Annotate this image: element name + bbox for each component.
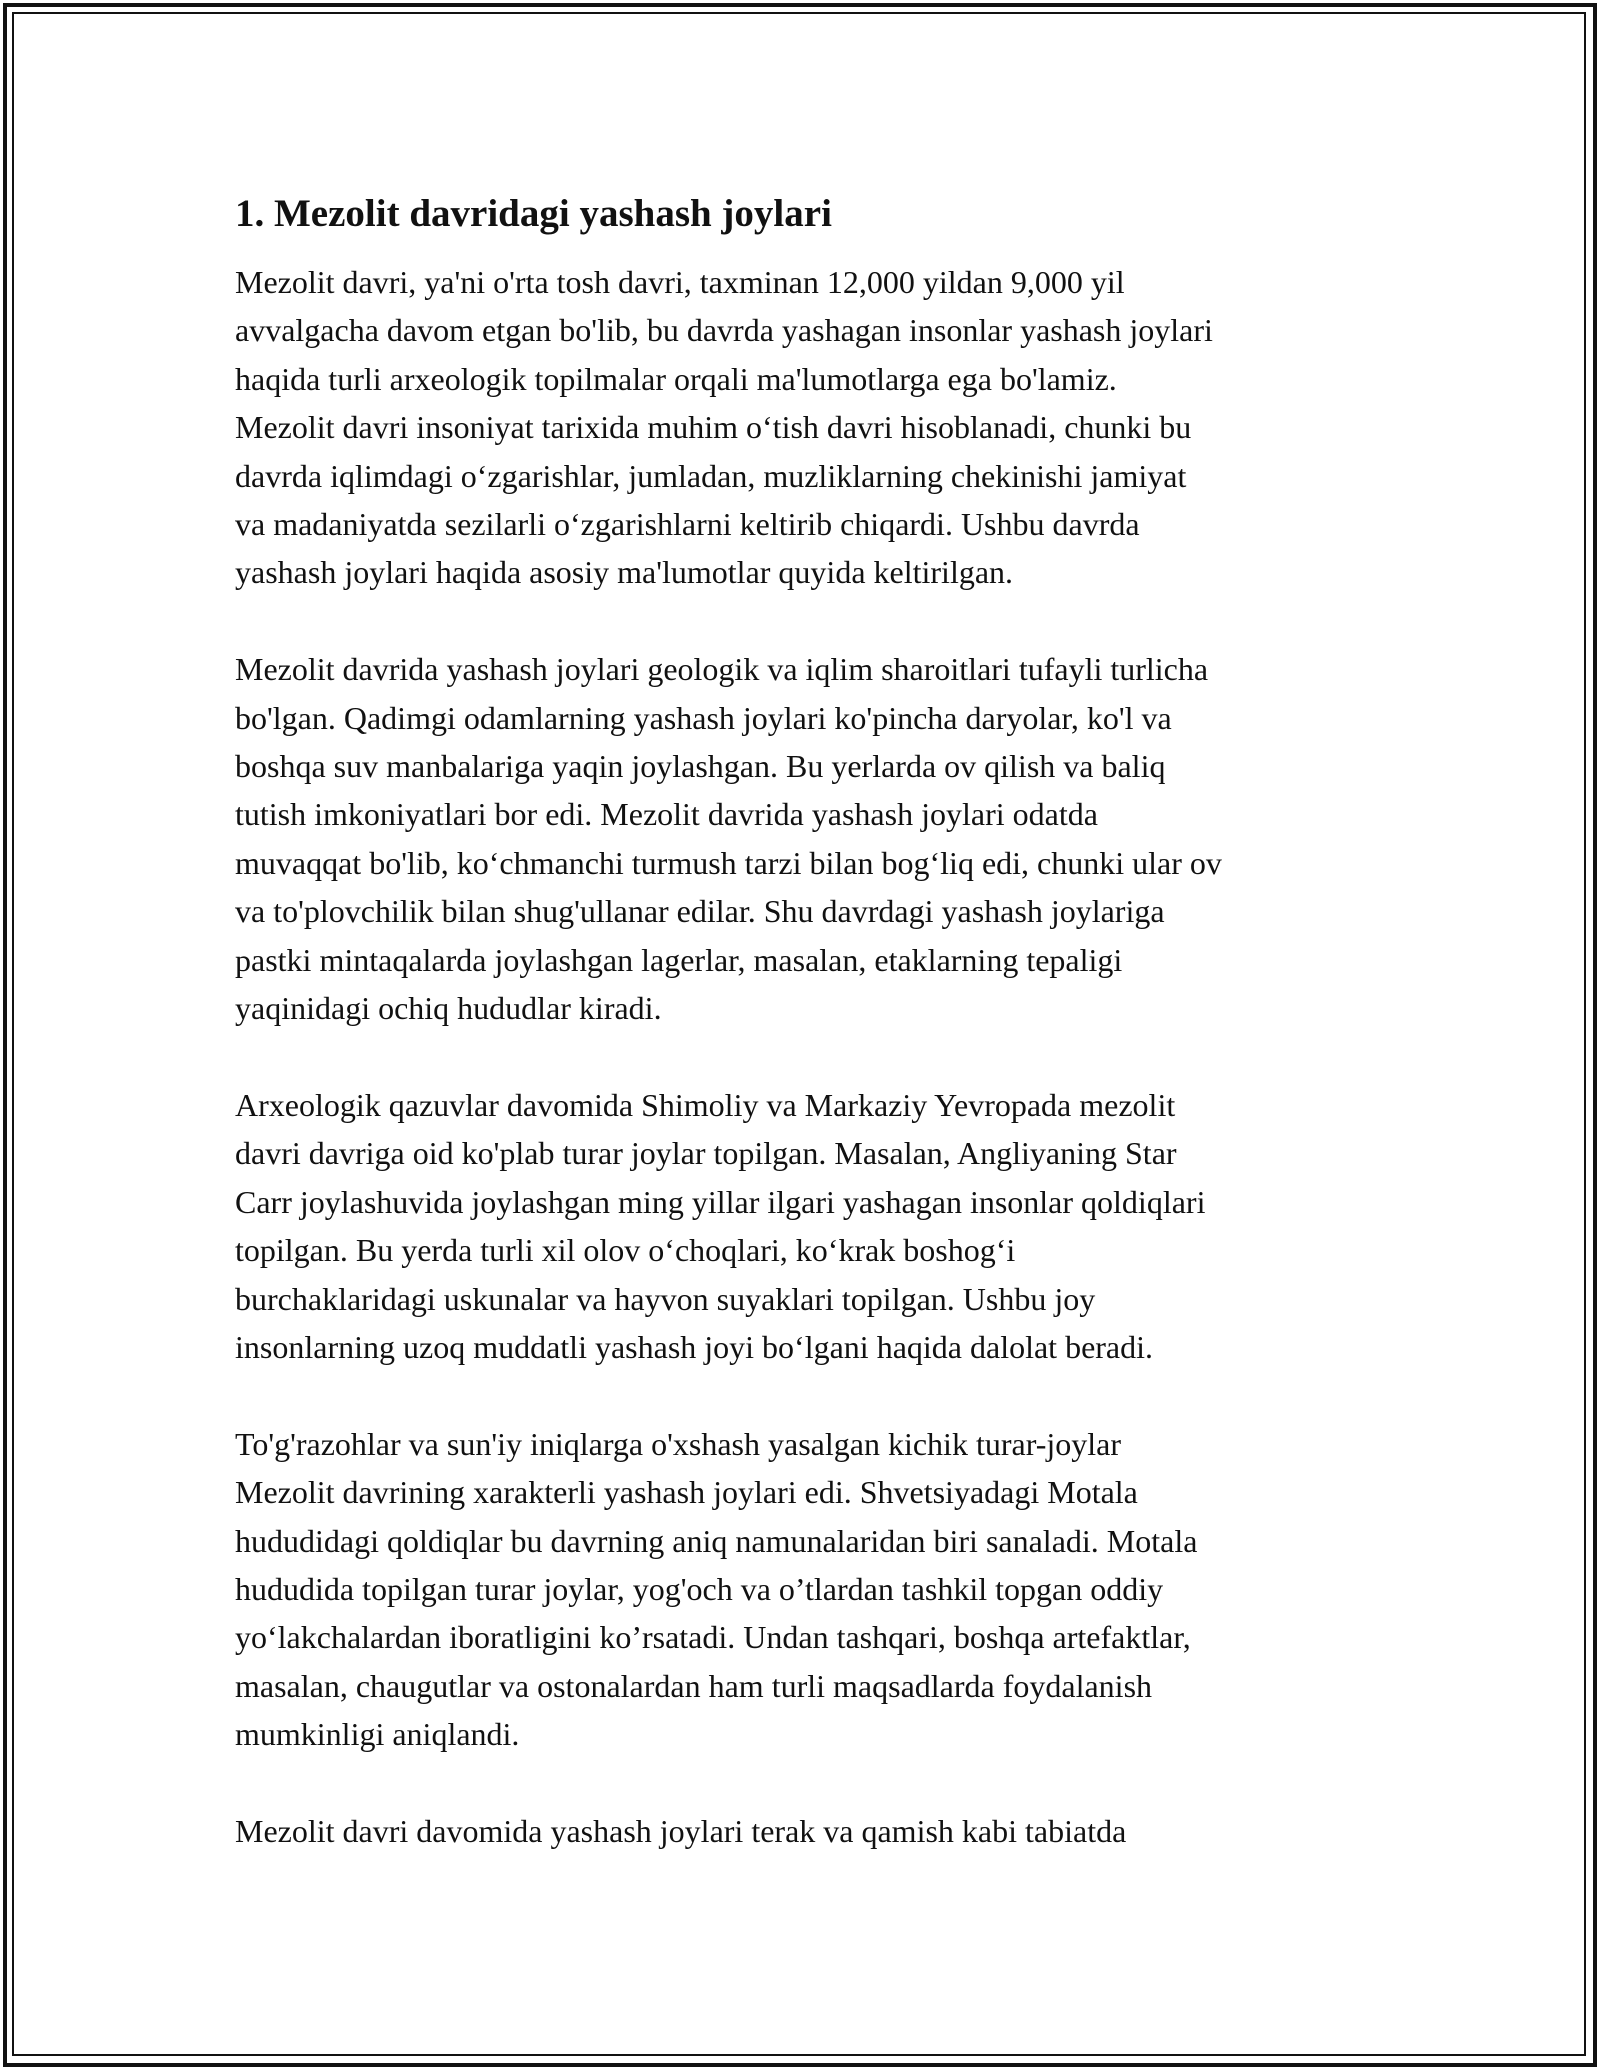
text-line: va madaniyatda sezilarli o‘zgarishlarni keltirib chiqardi. Ushbu davrda: [235, 506, 1140, 543]
paragraph-5: [235, 1807, 1375, 1855]
paragraph-1: [235, 258, 1375, 597]
text-line: hududida topilgan turar joylar, yog'och va o’tlardan tashkil topgan oddiy: [235, 1570, 1164, 1607]
text-line: insonlarning uzoq muddatli yashash joyi bo‘lgani haqida dalolat beradi.: [235, 1328, 1154, 1365]
text-line: yashash joylari haqida asosiy ma'lumotlar quyida keltirilgan.: [235, 554, 1014, 591]
text-line: Mezolit davrida yashash joylari geologik va iqlim sharoitlari tufayli turlicha: [235, 651, 1209, 688]
text-line: pastki mintaqalarda joylashgan lagerlar, masalan, etaklarning tepaligi: [235, 941, 1123, 978]
text-line: yo‘lakchalardan iboratligini ko’rsatadi. Undan tashqari, boshqa artefaktlar,: [235, 1619, 1191, 1656]
paragraph-4: [235, 1420, 1375, 1759]
text-line: To'g'razohlar va sun'iy iniqlarga o'xshash yasalgan kichik turar-joylar: [235, 1425, 1121, 1462]
text-line: davri davriga oid ko'plab turar joylar topilgan. Masalan, Angliyaning Star: [235, 1135, 1177, 1172]
text-line: Mezolit davri, ya'ni o'rta tosh davri, taxminan 12,000 yildan 9,000 yil: [235, 264, 1125, 300]
text-line: davrda iqlimdagi o‘zgarishlar, jumladan, muzliklarning chekinishi jamiyat: [235, 457, 1187, 494]
text-line: Mezolit davrining xarakterli yashash joylari edi. Shvetsiyadagi Motala: [235, 1474, 1138, 1511]
text-line: tutish imkoniyatlari bor edi. Mezolit davrida yashash joylari odatda: [235, 796, 1098, 833]
document-body: [235, 188, 1375, 1904]
paragraph-2: [235, 645, 1375, 1032]
text-line: topilgan. Bu yerda turli xil olov o‘choqlari, ko‘krak boshog‘i: [235, 1232, 1016, 1269]
section-heading: 1. Mezolit davridagi yashash joylari: [235, 192, 832, 235]
text-line: hududidagi qoldiqlar bu davrning aniq namunalaridan biri sanaladi. Motala: [235, 1522, 1198, 1559]
text-line: avvalgacha davom etgan bo'lib, bu davrda yashagan insonlar yashash joylari: [235, 312, 1213, 349]
text-line: masalan, chaugutlar va ostonalardan ham turli maqsadlarda foydalanish: [235, 1667, 1153, 1704]
text-line: Mezolit davri davomida yashash joylari terak va qamish kabi tabiatda: [235, 1812, 1127, 1849]
text-line: boshqa suv manbalariga yaqin joylashgan. Bu yerlarda ov qilish va baliq: [235, 748, 1166, 785]
text-line: mumkinligi aniqlandi.: [235, 1716, 520, 1753]
text-line: Arxeologik qazuvlar davomida Shimoliy va Markaziy Yevropada mezolit: [235, 1086, 1176, 1123]
text-line: muvaqqat bo'lib, ko‘chmanchi turmush tarzi bilan bog‘liq edi, chunki ular ov: [235, 844, 1222, 881]
text-line: Carr joylashuvida joylashgan ming yillar ilgari yashagan insonlar qoldiqlari: [235, 1183, 1206, 1220]
text-line: yaqinidagi ochiq hududlar kiradi.: [235, 990, 662, 1027]
text-line: haqida turli arxeologik topilmalar orqali ma'lumotlarga ega bo'lamiz.: [235, 360, 1117, 397]
text-line: Mezolit davri insoniyat tarixida muhim o‘tish davri hisoblanadi, chunki bu: [235, 409, 1192, 446]
text-line: bo'lgan. Qadimgi odamlarning yashash joylari ko'pincha daryolar, ko'l va: [235, 699, 1172, 736]
paragraph-3: [235, 1081, 1375, 1371]
text-line: burchaklaridagi uskunalar va hayvon suyaklari topilgan. Ushbu joy: [235, 1280, 1096, 1317]
text-line: va to'plovchilik bilan shug'ullanar edilar. Shu davrdagi yashash joylariga: [235, 893, 1165, 930]
